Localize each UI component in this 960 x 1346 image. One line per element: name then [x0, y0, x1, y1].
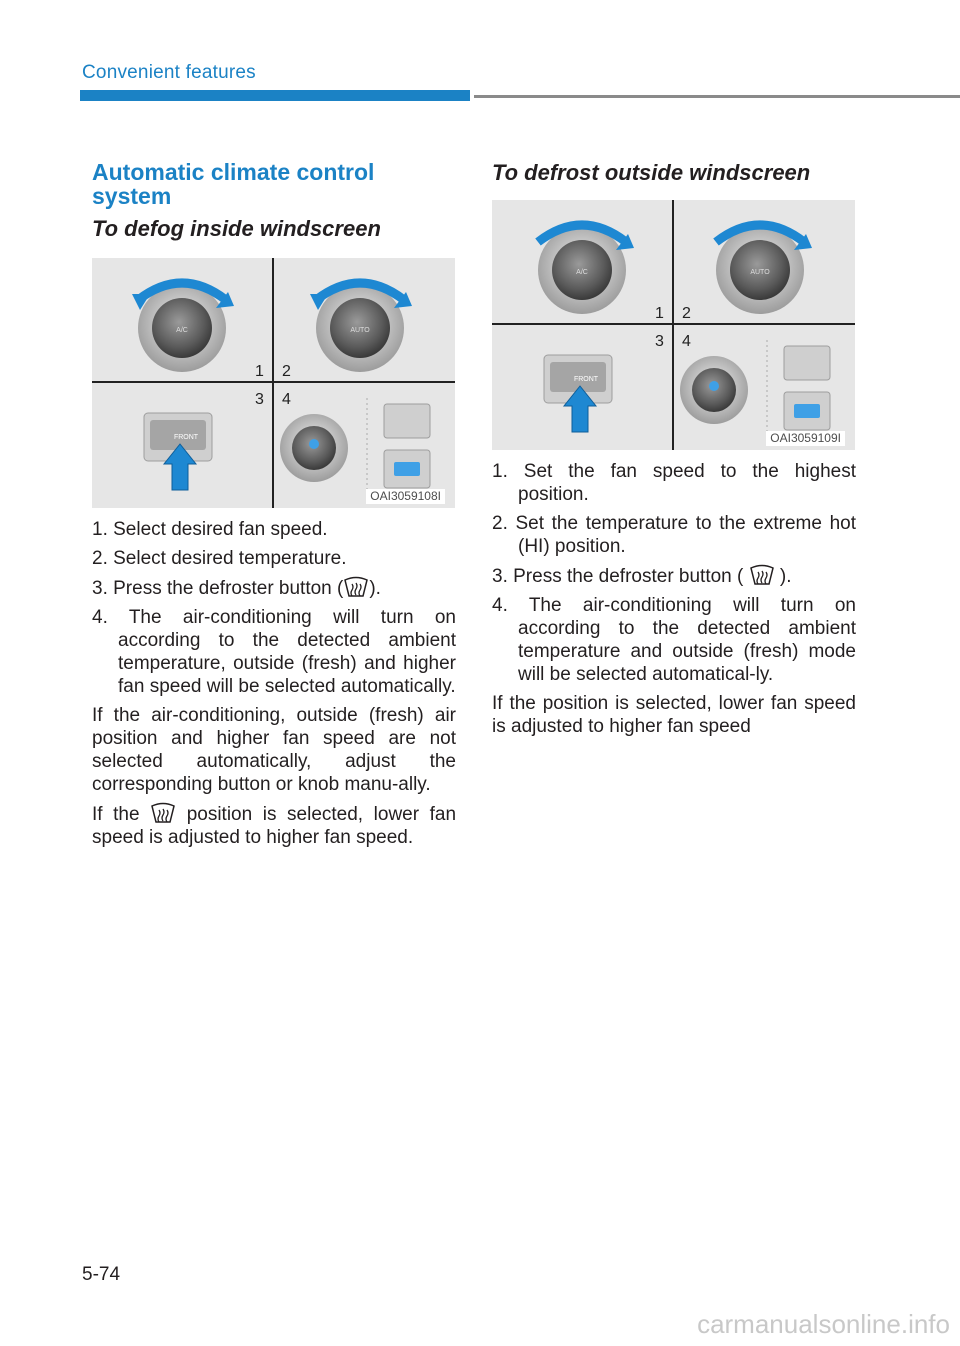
panel-number-2: 2 — [682, 305, 691, 322]
paragraph-manual-adjust: If the air-conditioning, outside (fresh) air position and higher fan speed are not selected automatically, adjust the corresponding button or knob manu-ally. — [92, 705, 456, 795]
defroster-icon — [343, 576, 369, 598]
climate-panel-illustration — [92, 258, 455, 508]
climate-panel-illustration — [492, 200, 855, 450]
list-item — [92, 576, 456, 600]
panel-number-2: 2 — [282, 363, 291, 380]
panel-number-4: 4 — [682, 333, 691, 350]
front-label: FRONT — [573, 376, 599, 383]
para-prefix: If the — [92, 804, 140, 825]
auto-label: AUTO — [750, 269, 770, 276]
ac-label: A/C — [576, 269, 588, 276]
list-item: 2. Set the temperature to the extreme hot (HI) position. — [492, 513, 856, 557]
list-item — [492, 564, 856, 588]
header-title: Convenient features — [82, 62, 256, 83]
step-text: 3. Press the defroster button ( — [492, 566, 744, 587]
panel-number-1: 1 — [655, 305, 664, 322]
defroster-icon — [150, 802, 176, 824]
panel-number-1: 1 — [255, 363, 264, 380]
figure-code: OAI3059108I — [366, 489, 445, 504]
ac-label: A/C — [176, 327, 188, 334]
panel-number-3: 3 — [655, 333, 664, 350]
right-column — [492, 160, 856, 738]
panel-number-4: 4 — [282, 391, 291, 408]
figure-defog — [92, 258, 455, 508]
figure-code: OAI3059109I — [766, 431, 845, 446]
page-number: 5-74 — [82, 1264, 121, 1285]
watermark: carmanualsonline.info — [697, 1309, 950, 1339]
front-label: FRONT — [173, 434, 199, 441]
para-suffix: position is selected, lower fan speed is adjusted to higher fan speed. — [92, 804, 457, 848]
step-text-suffix: ). — [779, 566, 792, 587]
list-item: 1. Select desired fan speed. — [92, 519, 328, 540]
section-title: Automatic climate control system — [92, 159, 375, 209]
list-item: 2. Select desired temperature. — [92, 548, 347, 569]
subtitle-defog: To defog inside windscreen — [92, 216, 381, 241]
header-rule-grey — [474, 95, 960, 98]
defog-steps — [92, 518, 456, 698]
list-item: 4. The air-conditioning will turn on according to the detected ambient temperature, outside (fresh) and higher fan speed will be selected automatically. — [92, 607, 456, 697]
header-rule-blue — [80, 90, 470, 101]
paragraph-fan-speed — [92, 802, 456, 849]
left-column — [92, 160, 456, 849]
defrost-steps — [492, 460, 856, 686]
step-text-suffix: ). — [369, 578, 381, 599]
list-item: 1. Set the fan speed to the highest position. — [492, 461, 856, 505]
step-text: 3. Press the defroster button ( — [92, 578, 344, 599]
paragraph-fan-speed: If the position is selected, lower fan speed is adjusted to higher fan speed — [492, 693, 856, 737]
subtitle-defrost: To defrost outside windscreen — [492, 160, 811, 185]
list-item: 4. The air-conditioning will turn on according to the detected ambient temperature and outside (fresh) mode will be selected automatical-ly. — [492, 595, 856, 685]
figure-defrost — [492, 200, 855, 450]
panel-number-3: 3 — [255, 391, 264, 408]
defroster-icon — [749, 564, 775, 586]
auto-label: AUTO — [350, 327, 370, 334]
